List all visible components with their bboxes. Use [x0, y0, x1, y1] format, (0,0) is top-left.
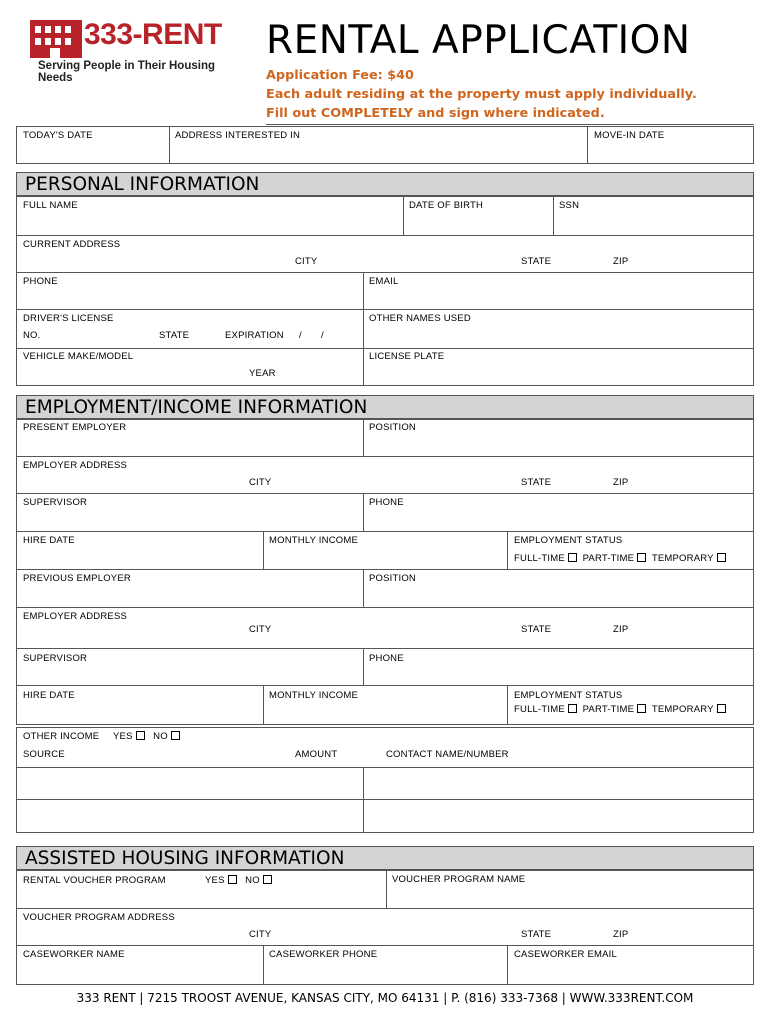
phone-label: PHONE — [23, 276, 58, 287]
voucher-program-row — [16, 870, 754, 909]
full-name-row — [16, 196, 754, 236]
employment-status-options — [514, 704, 726, 715]
part-time-option: PART-TIME — [582, 553, 635, 564]
page-title: RENTAL APPLICATION — [266, 18, 691, 63]
vehicle-row — [16, 348, 754, 386]
phone-label: PHONE — [369, 653, 404, 664]
section-heading: ASSISTED HOUSING INFORMATION — [25, 848, 345, 869]
company-logo — [30, 18, 240, 84]
previous-hire-date-row — [16, 685, 754, 725]
employer-address-label: EMPLOYER ADDRESS — [23, 460, 128, 471]
voucher-options — [205, 875, 272, 886]
license-state-label: STATE — [159, 330, 190, 341]
ssn-label: SSN — [559, 200, 580, 211]
state-label: STATE — [521, 929, 552, 940]
other-income-options — [113, 731, 180, 742]
license-plate-label: LICENSE PLATE — [369, 351, 445, 362]
other-income-table — [16, 727, 754, 833]
supervisor-label: SUPERVISOR — [23, 653, 88, 664]
rental-voucher-label: RENTAL VOUCHER PROGRAM — [23, 875, 166, 886]
address-interested-label: ADDRESS INTERESTED IN — [175, 130, 301, 141]
zip-label: ZIP — [613, 477, 629, 488]
other-income-label: OTHER INCOME — [23, 731, 100, 742]
caseworker-phone-label: CASEWORKER PHONE — [269, 949, 378, 960]
voucher-name-label: VOUCHER PROGRAM NAME — [392, 874, 526, 885]
instruction-line-2: Fill out COMPLETELY and sign where indicated. — [266, 106, 605, 121]
supervisor-row — [16, 493, 754, 532]
full-time-checkbox[interactable] — [568, 553, 577, 562]
caseworker-row — [16, 945, 754, 985]
building-icon — [30, 20, 82, 58]
yes-option: YES — [205, 875, 225, 886]
full-name-label: FULL NAME — [23, 200, 78, 211]
email-label: EMAIL — [369, 276, 399, 287]
voucher-address-row — [16, 908, 754, 946]
contact-label: CONTACT NAME/NUMBER — [386, 749, 509, 760]
year-label: YEAR — [249, 368, 276, 379]
part-time-checkbox[interactable] — [637, 704, 646, 713]
no-checkbox[interactable] — [171, 731, 180, 740]
date-slash: / — [299, 330, 302, 341]
part-time-option: PART-TIME — [582, 704, 635, 715]
employment-status-options — [514, 553, 726, 564]
section-assisted-housing — [16, 846, 754, 870]
caseworker-email-label: CASEWORKER EMAIL — [514, 949, 617, 960]
section-personal-information — [16, 172, 754, 196]
current-address-row — [16, 235, 754, 273]
full-time-checkbox[interactable] — [568, 704, 577, 713]
zip-label: ZIP — [613, 929, 629, 940]
hire-date-label: HIRE DATE — [23, 690, 75, 701]
monthly-income-label: MONTHLY INCOME — [269, 535, 359, 546]
previous-employer-row — [16, 569, 754, 608]
state-label: STATE — [521, 624, 552, 635]
hire-date-row — [16, 531, 754, 570]
position-label: POSITION — [369, 573, 416, 584]
expiration-label: EXPIRATION — [225, 330, 284, 341]
no-option: NO — [245, 875, 260, 886]
state-label: STATE — [521, 256, 552, 267]
application-fee: Application Fee: $40 — [266, 68, 414, 83]
logo-text: 333-RENT — [84, 18, 222, 51]
supervisor-label: SUPERVISOR — [23, 497, 88, 508]
employer-address-label: EMPLOYER ADDRESS — [23, 611, 128, 622]
position-label: POSITION — [369, 422, 416, 433]
section-heading: PERSONAL INFORMATION — [25, 174, 260, 195]
state-label: STATE — [521, 477, 552, 488]
full-time-option: FULL-TIME — [514, 704, 565, 715]
instruction-line-1: Each adult residing at the property must apply individually. — [266, 87, 697, 102]
source-label: SOURCE — [23, 749, 65, 760]
full-time-option: FULL-TIME — [514, 553, 565, 564]
city-label: CITY — [295, 256, 318, 267]
temporary-checkbox[interactable] — [717, 704, 726, 713]
section-employment-income — [16, 395, 754, 419]
page-footer: 333 RENT | 7215 TROOST AVENUE, KANSAS CITY, MO 64131 | P. (816) 333-7368 | WWW.333RENT.COM — [76, 991, 694, 1005]
hire-date-label: HIRE DATE — [23, 535, 75, 546]
caseworker-name-label: CASEWORKER NAME — [23, 949, 125, 960]
section-heading: EMPLOYMENT/INCOME INFORMATION — [25, 397, 368, 418]
part-time-checkbox[interactable] — [637, 553, 646, 562]
no-option: NO — [153, 731, 168, 742]
move-in-date-label: MOVE-IN DATE — [594, 130, 665, 141]
previous-employer-address-row — [16, 607, 754, 649]
city-label: CITY — [249, 929, 272, 940]
drivers-license-label: DRIVER'S LICENSE — [23, 313, 114, 324]
present-employer-row — [16, 419, 754, 457]
yes-option: YES — [113, 731, 133, 742]
previous-employer-label: PREVIOUS EMPLOYER — [23, 573, 131, 584]
phone-email-row — [16, 272, 754, 310]
license-no-label: NO. — [23, 330, 41, 341]
amount-label: AMOUNT — [295, 749, 338, 760]
zip-label: ZIP — [613, 624, 629, 635]
present-employer-label: PRESENT EMPLOYER — [23, 422, 127, 433]
yes-checkbox[interactable] — [136, 731, 145, 740]
date-slash: / — [321, 330, 324, 341]
todays-date-label: TODAY'S DATE — [23, 130, 93, 141]
voucher-address-label: VOUCHER PROGRAM ADDRESS — [23, 912, 175, 923]
zip-label: ZIP — [613, 256, 629, 267]
previous-supervisor-row — [16, 648, 754, 686]
drivers-license-row — [16, 309, 754, 349]
monthly-income-label: MONTHLY INCOME — [269, 690, 359, 701]
employer-address-row — [16, 456, 754, 494]
top-row — [16, 126, 754, 164]
other-names-label: OTHER NAMES USED — [369, 313, 471, 324]
temporary-checkbox[interactable] — [717, 553, 726, 562]
city-label: CITY — [249, 624, 272, 635]
phone-label: PHONE — [369, 497, 404, 508]
employment-status-label: EMPLOYMENT STATUS — [514, 690, 623, 701]
date-of-birth-label: DATE OF BIRTH — [409, 200, 484, 211]
city-label: CITY — [249, 477, 272, 488]
temporary-option: TEMPORARY — [651, 553, 714, 564]
employment-status-label: EMPLOYMENT STATUS — [514, 535, 623, 546]
temporary-option: TEMPORARY — [651, 704, 714, 715]
logo-tagline: Serving People in Their Housing Needs — [38, 60, 215, 84]
yes-checkbox[interactable] — [228, 875, 237, 884]
no-checkbox[interactable] — [263, 875, 272, 884]
current-address-label: CURRENT ADDRESS — [23, 239, 121, 250]
vehicle-label: VEHICLE MAKE/MODEL — [23, 351, 134, 362]
header-divider — [266, 124, 754, 125]
